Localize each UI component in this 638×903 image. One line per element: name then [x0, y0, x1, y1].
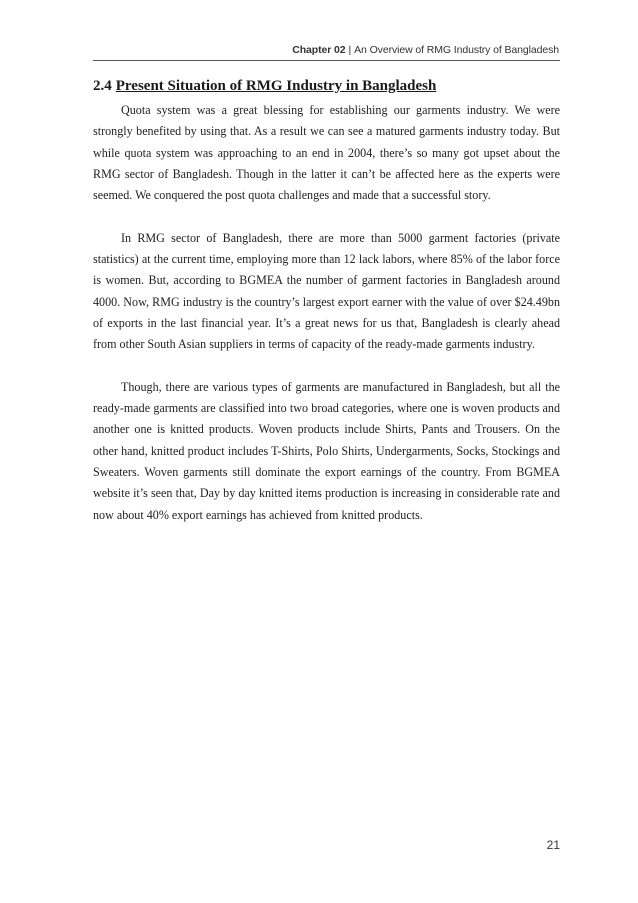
- paragraph-rmg-sector: In RMG sector of Bangladesh, there are more than 5000 garment factories (private statistics) at the current time, employing more than 12 lack labors, where 85% of the labor force is women. But, according to BGMEA the number of garment factories in Bangladesh around 4000. Now, RMG industry is the country’s largest export earner with the value of over $24.49bn of exports in the last financial year. It’s a great news for us that, Bangladesh is clearly ahead from other South Asian suppliers in terms of capacity of the ready-made garments industry.: [93, 230, 560, 352]
- section-number: 2.4: [93, 78, 112, 94]
- header-rule: [93, 60, 560, 61]
- header-chapter: Chapter 02: [292, 44, 346, 56]
- page-content: [93, 76, 560, 526]
- paragraph-garment-types: Though, there are various types of garments are manufactured in Bangladesh, but all the ready-made garments are classified into two broad categories, where one is woven products and another one is knitted products. Woven products include Shirts, Pants and Trousers. On the other hand, knitted product includes T-Shirts, Polo Shirts, Undergarments, Socks, Stockings and Sweaters. Woven garments still dominate the export earnings of the country. From BGMEA website it’s seen that, Day by day knitted items production is increasing in considerable rate and now about 40% export earnings has achieved from knitted products.: [93, 379, 560, 522]
- header-title: An Overview of RMG Industry of Bangladesh: [354, 44, 559, 56]
- section-title: Present Situation of RMG Industry in Bangladesh: [115, 78, 437, 94]
- running-header: [292, 44, 559, 56]
- paragraph-quota-system: Quota system was a great blessing for establishing our garments industry. We were strongly benefited by using that. As a result we can see a matured garments industry today. But while quota system was approaching to an end in 2004, there’s so many got upset about the RMG sector of Bangladesh. Though in the latter it can’t be affected here as the experts were seemed. We conquered the post quota challenges and made that a successful story.: [93, 103, 560, 203]
- page-number: 21: [546, 838, 560, 852]
- header-separator: |: [348, 44, 352, 56]
- section-heading: [93, 76, 560, 96]
